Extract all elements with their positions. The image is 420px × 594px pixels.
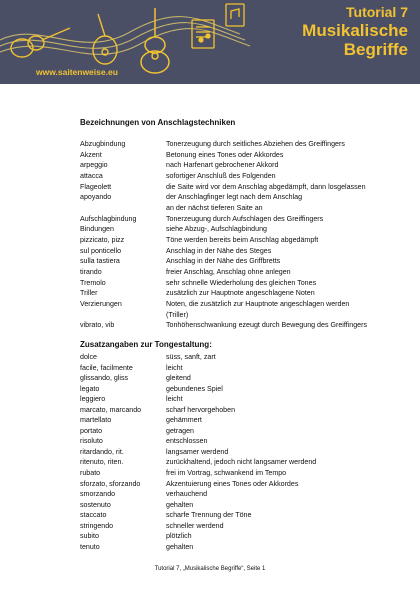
list-row [80,320,367,331]
term [80,310,166,321]
list-row [80,447,316,458]
term: Triller [80,289,98,298]
list-row [80,394,316,405]
term: tenuto [80,542,100,551]
term: smorzando [80,490,116,499]
description: gebundenes Spiel [166,384,223,393]
list-row [80,203,367,214]
description: verhauchend [166,490,208,499]
list-row [80,256,367,267]
list-row [80,171,367,182]
term: facile, facilmente [80,363,133,372]
list-row [80,299,367,310]
description: freier Anschlag, Anschlag ohne anlegen [166,267,291,276]
list-row [80,426,316,437]
term: dolce [80,353,97,361]
description: Töne werden bereits beim Anschlag abgedämpft [166,235,319,244]
list-row [80,415,316,426]
list-row [80,500,316,511]
term: ritenuto, riten. [80,458,124,467]
description: der Anschlagfinger legt nach dem Anschlag [166,193,303,202]
list-row [80,150,367,161]
list-row [80,468,316,479]
audio-file-icon [226,4,244,26]
description: sofortiger Anschluß des Folgenden [166,171,276,180]
term: Flageolett [80,182,112,191]
description: gehalten [166,542,194,551]
term: attacca [80,171,103,180]
description: die Saite wird vor dem Anschlag abgedämpft, dann losgelassen [166,182,366,191]
description: an der nächst tieferen Saite an [166,203,263,212]
list-row [80,235,367,246]
description: frei im Vortrag, schwankend im Tempo [166,469,287,478]
description: Betonung eines Tones oder Akkordes [166,150,284,159]
term: ritardando, rit. [80,447,124,456]
list-row [80,182,367,193]
description: Anschlag in der Nähe des Griffbretts [166,257,281,266]
term: stringendo [80,521,114,530]
list-row [80,214,367,225]
description: Tonhöhenschwankung ezeugt durch Bewegung des Greiffingers [166,321,367,330]
term: legato [80,384,100,393]
description: zurückhaltend, jedoch nicht langsamer werdend [166,458,317,467]
list-row [80,384,316,395]
list-row [80,479,316,490]
term: rubato [80,469,101,478]
term: Abzugbindung [80,140,126,148]
techniques-list [80,139,367,331]
title-line-1: Musikalische [302,21,408,40]
list-row [80,352,316,363]
term: sostenuto [80,500,111,509]
description: scharf hervorgehoben [166,405,236,414]
tutorial-label: Tutorial 7 [346,4,408,20]
description: plötzlich [166,532,192,541]
list-row [80,246,367,257]
description: getragen [166,426,195,435]
term: portato [80,426,103,435]
list-row [80,192,367,203]
term: pizzicato, pizz [80,235,125,244]
list-row [80,363,316,374]
term: Aufschlagbindung [80,214,137,223]
list-row [80,405,316,416]
term: glissando, gliss [80,374,129,383]
section-heading-tone: Zusatzangaben zur Tongestaltung: [80,340,212,349]
term: vibrato, vib [80,321,115,330]
term: martellato [80,416,112,425]
term: sul ponticello [80,246,122,255]
description: Tonerzeugung durch seitliches Abziehen des Greiffingers [166,140,345,148]
description: nach Harfenart gebrochener Akkord [166,161,279,170]
tone-list [80,352,316,552]
list-row [80,267,367,278]
header-banner [0,0,420,84]
term: arpeggio [80,161,108,170]
term: apoyando [80,193,112,202]
description: gehämmert [166,416,202,425]
term [80,203,166,214]
description: gleitend [166,374,191,383]
description: siehe Abzug-, Aufschlagbindung [166,225,267,234]
title-line-2: Begriffe [343,40,408,59]
sheet-music-icon [192,20,214,48]
list-row [80,510,316,521]
list-row [80,531,316,542]
term: subito [80,532,99,541]
term: staccato [80,511,107,520]
description: schneller werdend [166,521,224,530]
description: Akzentuierung eines Tones oder Akkordes [166,479,299,488]
term: leggiero [80,395,106,404]
term: sforzato, sforzando [80,479,141,488]
description: leicht [166,395,183,404]
term: marcato, marcando [80,405,142,414]
term: Tremolo [80,278,106,287]
list-row [80,457,316,468]
description: Tonerzeugung durch Aufschlagen des Greiffingers [166,214,324,223]
term: Bindungen [80,225,114,234]
description: entschlossen [166,437,208,446]
description: Anschlag in der Nähe des Steges [166,246,272,255]
description: langsamer werdend [166,447,229,456]
list-row [80,139,367,150]
page-footer: Tutorial 7, „Musikalische Begriffe“, Seite 1 [154,566,266,572]
description: scharfe Trennung der Töne [166,511,252,520]
list-row [80,542,316,553]
list-row [80,310,367,321]
guitar-icon [11,28,70,57]
list-row [80,489,316,500]
lute-icon [93,14,117,64]
website-url: www.saitenweise.eu [36,67,118,77]
term: tirando [80,267,102,276]
term: Akzent [80,150,102,159]
description: (Triller) [166,310,189,319]
list-row [80,436,316,447]
term: Verzierungen [80,299,122,308]
description: süss, sanft, zart [166,353,216,361]
term: sulla tastiera [80,257,120,266]
list-row [80,224,367,235]
description: leicht [166,363,183,372]
term: risoluto [80,437,103,446]
description: zusätzlich zur Hauptnote angeschlagene Noten [166,289,315,298]
description: Noten, die zusätzlich zur Hauptnote angeschlagen werden [166,299,350,308]
description: gehalten [166,500,194,509]
section-heading-techniques: Bezeichnungen von Anschlagstechniken [80,118,236,127]
list-row [80,160,367,171]
list-row [80,521,316,532]
list-row [80,288,367,299]
description: sehr schnelle Wiederholung des gleichen Tones [166,278,317,287]
list-row [80,278,367,289]
list-row [80,373,316,384]
